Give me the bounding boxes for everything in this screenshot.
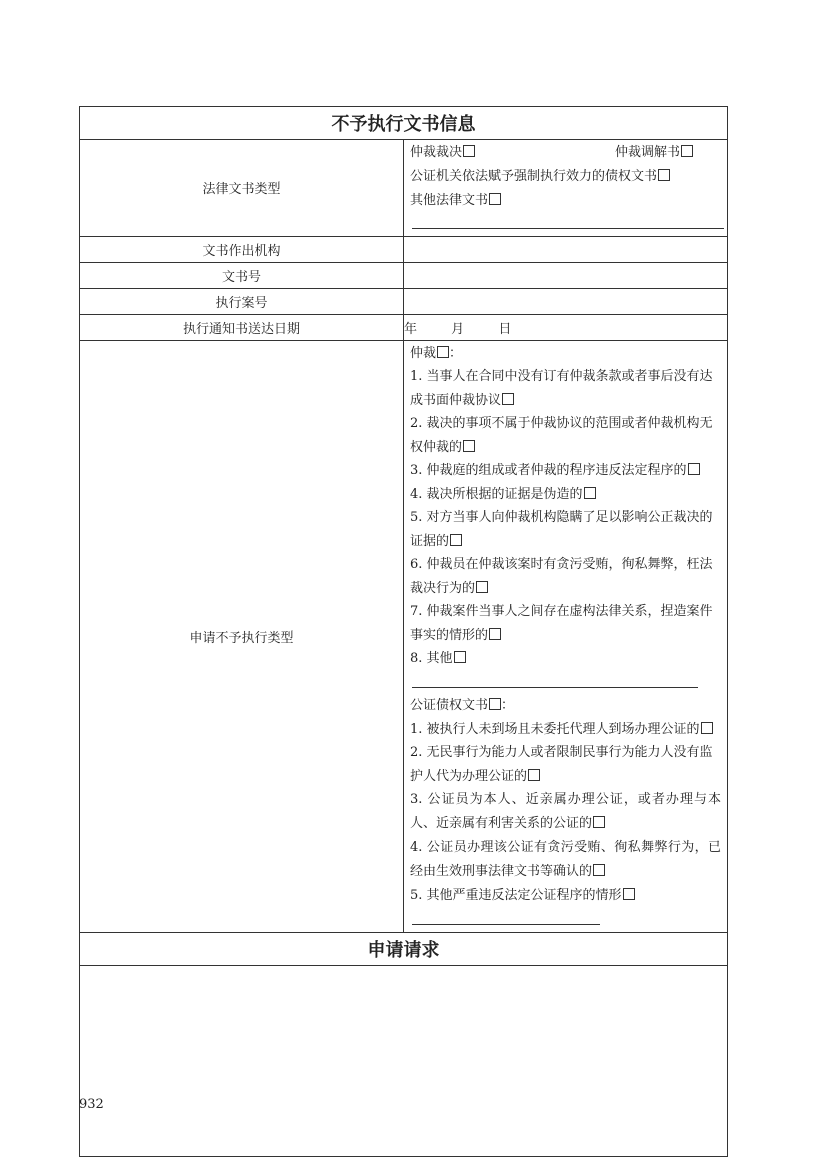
notary-reason-item[interactable] bbox=[404, 741, 727, 788]
section-title-document-info: 不予执行文书信息 bbox=[80, 107, 728, 140]
reason-text: 2. 无民事行为能力人或者限制民事行为能力人没有监护人代为办理公证的 bbox=[410, 745, 713, 784]
checkbox-icon[interactable] bbox=[454, 651, 466, 663]
checkbox-icon[interactable] bbox=[476, 581, 488, 593]
request-content-field[interactable] bbox=[80, 966, 728, 1157]
arbitration-reason-item[interactable] bbox=[404, 553, 727, 600]
arbitration-reason-item[interactable] bbox=[404, 365, 727, 412]
reason-text: 3. 仲裁庭的组成或者仲裁的程序违反法定程序的 bbox=[410, 463, 687, 478]
reason-text: 6. 仲裁员在仲裁该案时有贪污受贿，徇私舞弊，枉法裁决行为的 bbox=[410, 557, 713, 596]
reason-text: 2. 裁决的事项不属于仲裁协议的范围或者仲裁机构无权仲裁的 bbox=[410, 416, 713, 455]
doc-number-label: 文书号 bbox=[80, 262, 404, 288]
arbitration-reason-item[interactable] bbox=[404, 412, 727, 459]
notary-reason-item[interactable] bbox=[404, 718, 727, 742]
service-date-field[interactable] bbox=[404, 314, 728, 340]
service-date-label: 执行通知书送达日期 bbox=[80, 314, 404, 340]
arbitration-reason-item[interactable] bbox=[404, 506, 727, 553]
reason-text: 8. 其他 bbox=[410, 651, 453, 666]
checkbox-icon[interactable] bbox=[489, 193, 501, 205]
checkbox-icon[interactable] bbox=[489, 628, 501, 640]
notary-group-heading[interactable] bbox=[404, 694, 727, 718]
checkbox-icon[interactable] bbox=[584, 487, 596, 499]
notary-reason-other[interactable] bbox=[404, 884, 727, 931]
checkbox-icon[interactable] bbox=[593, 864, 605, 876]
option-arbitration-mediation[interactable] bbox=[615, 140, 693, 165]
arbitration-reason-item[interactable] bbox=[404, 459, 727, 483]
checkbox-icon[interactable] bbox=[437, 346, 449, 358]
arbitration-reason-item[interactable] bbox=[404, 483, 727, 507]
reason-text: 3. 公证员为本人、近亲属办理公证，或者办理与本人、近亲属有利害关系的公证的 bbox=[410, 792, 721, 831]
option-label: 仲裁裁决 bbox=[410, 145, 463, 160]
year-unit: 年 bbox=[404, 321, 418, 337]
reason-text: 1. 当事人在合同中没有订有仲裁条款或者事后没有达成书面仲裁协议 bbox=[410, 369, 713, 408]
heading-colon: ： bbox=[449, 345, 463, 361]
issuer-label: 文书作出机构 bbox=[80, 236, 404, 262]
reason-type-options bbox=[404, 340, 728, 933]
checkbox-icon[interactable] bbox=[593, 816, 605, 828]
reason-text: 5. 其他严重违反法定公证程序的情形 bbox=[410, 888, 622, 903]
option-notarized-debt-document[interactable] bbox=[404, 165, 727, 189]
reason-type-label: 申请不予执行类型 bbox=[80, 340, 404, 933]
doc-type-label: 法律文书类型 bbox=[80, 140, 404, 237]
notary-other-blank[interactable] bbox=[412, 910, 600, 925]
option-label: 公证机关依法赋予强制执行效力的债权文书 bbox=[410, 169, 658, 184]
arbitration-other-blank[interactable] bbox=[412, 673, 698, 688]
notary-reason-item[interactable] bbox=[404, 836, 727, 884]
doc-type-options bbox=[404, 140, 728, 237]
arbitration-group-heading[interactable] bbox=[404, 342, 727, 366]
checkbox-icon[interactable] bbox=[489, 698, 501, 710]
notary-reason-item[interactable] bbox=[404, 788, 727, 836]
page-number: 932 bbox=[79, 1097, 104, 1112]
arbitration-heading-label: 仲裁 bbox=[410, 345, 437, 361]
doc-number-field[interactable] bbox=[404, 262, 728, 288]
checkbox-icon[interactable] bbox=[701, 722, 713, 734]
option-arbitration-award[interactable] bbox=[410, 140, 615, 165]
heading-colon: ： bbox=[501, 698, 515, 713]
reason-text: 1. 被执行人未到场且未委托代理人到场办理公证的 bbox=[410, 721, 700, 737]
section-title-request: 申请请求 bbox=[80, 933, 728, 966]
other-document-blank[interactable] bbox=[412, 214, 724, 229]
non-enforcement-form bbox=[79, 106, 728, 1157]
checkbox-icon[interactable] bbox=[463, 145, 475, 157]
option-label: 其他法律文书 bbox=[410, 192, 489, 208]
notary-heading-label: 公证债权文书 bbox=[410, 698, 489, 713]
arbitration-reason-other[interactable] bbox=[404, 647, 727, 694]
option-label: 仲裁调解书 bbox=[615, 145, 681, 160]
arbitration-reason-item[interactable] bbox=[404, 600, 727, 647]
option-other-legal-document[interactable] bbox=[404, 189, 727, 236]
case-number-field[interactable] bbox=[404, 288, 728, 314]
checkbox-icon[interactable] bbox=[528, 769, 540, 781]
month-unit: 月 bbox=[451, 321, 465, 337]
checkbox-icon[interactable] bbox=[681, 145, 693, 157]
checkbox-icon[interactable] bbox=[623, 888, 635, 900]
case-number-label: 执行案号 bbox=[80, 288, 404, 314]
checkbox-icon[interactable] bbox=[450, 534, 462, 546]
checkbox-icon[interactable] bbox=[463, 440, 475, 452]
checkbox-icon[interactable] bbox=[688, 463, 700, 475]
reason-text: 7. 仲裁案件当事人之间存在虚构法律关系，捏造案件事实的情形的 bbox=[410, 604, 713, 643]
day-unit: 日 bbox=[498, 321, 512, 337]
reason-text: 4. 公证员办理该公证有贪污受贿、徇私舞弊行为，已经由生效刑事法律文书等确认的 bbox=[410, 840, 721, 879]
checkbox-icon[interactable] bbox=[502, 393, 514, 405]
issuer-field[interactable] bbox=[404, 236, 728, 262]
checkbox-icon[interactable] bbox=[658, 169, 670, 181]
reason-text: 4. 裁决所根据的证据是伪造的 bbox=[410, 486, 583, 502]
reason-text: 5. 对方当事人向仲裁机构隐瞒了足以影响公正裁决的证据的 bbox=[410, 510, 713, 549]
